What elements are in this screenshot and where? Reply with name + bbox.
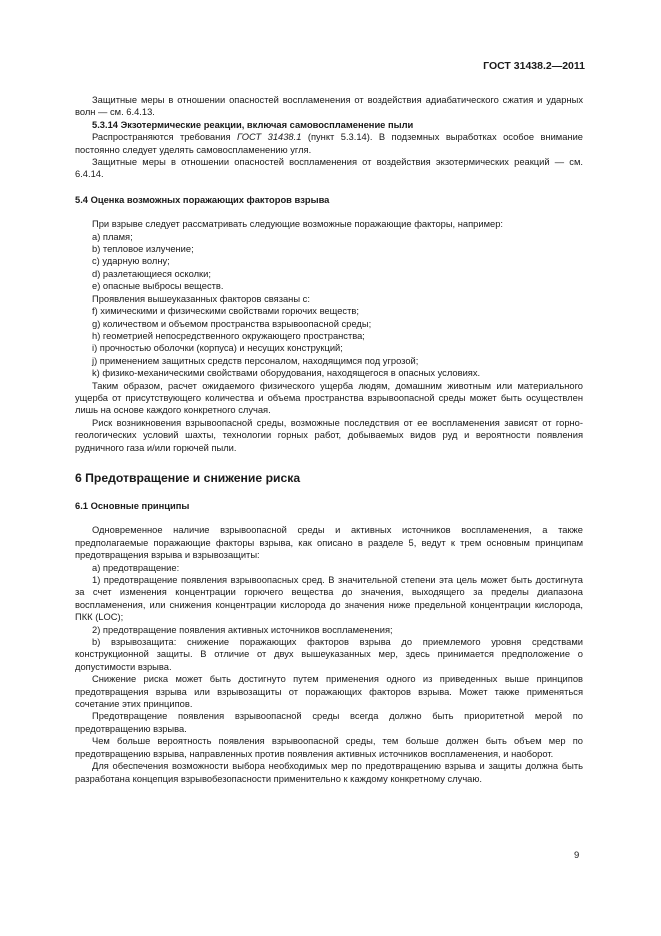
section-heading-6-1: 6.1 Основные принципы [75, 500, 190, 511]
paragraph: При взрыве следует рассматривать следующие возможные поражающие факторы, например: [92, 219, 503, 230]
paragraph: Защитные меры в отношении опасностей воспламенения от воздействия экзотермических реакций — см. 6.4.14. [75, 157, 583, 180]
standard-reference: ГОСТ 31438.1 [237, 132, 302, 143]
list-item: j) применением защитных средств персоналом, находящимся под угрозой; [92, 355, 419, 366]
list-item: 2) предотвращение появления активных источников воспламенения; [92, 624, 393, 635]
paragraph: Для обеспечения возможности выбора необходимых мер по предотвращению взрыва и защиты должна быть разработана концепция взрывобезопасности применительно к каждому конкретному случаю. [75, 761, 583, 784]
header-document-code: ГОСТ 31438.2—2011 [483, 60, 585, 72]
paragraph: Снижение риска может быть достигнуто путем применения одного из приведенных выше принципов предотвращения взрыва или взрывозащиты от поражающих факторов взрыва. Может также применяться сочетание этих принципов. [75, 674, 583, 710]
paragraph: Риск возникновения взрывоопасной среды, возможные последствия от ее воспламенения зависят от горно-геологических условий шахты, технологии горных работ, добываемых видов руд и вероятности появления рудничного газа и/или горючей пыли. [75, 417, 583, 453]
paragraph: Одновременное наличие взрывоопасной среды и активных источников воспламенения, а также предполагаемые поражающие факторы взрыва, как описано в разделе 5, ведут к трем основным принципам предотвращения взрыва и взрывозащиты: [75, 525, 583, 561]
paragraph: Чем больше вероятность появления взрывоопасной среды, тем больше должен быть объем мер по предотвращению взрыва, направленных против появления активных источников воспламенения, и наоборот. [75, 736, 583, 759]
text-fragment: (пункт 5.3.14). В подземных выработках особое внимание постоянно следует уделять самовоспламенению угля. [75, 132, 583, 155]
list-item: e) опасные выбросы веществ. [92, 281, 224, 292]
list-item: d) разлетающиеся осколки; [92, 268, 211, 279]
list-item: i) прочностью оболочки (корпуса) и несущих конструкций; [92, 343, 343, 354]
list-item: c) ударную волну; [92, 256, 170, 267]
list-item: 1) предотвращение появления взрывоопасных сред. В значительной степени эта цель может быть достигнута за счет изменения концентрации горючего вещества до значения, выходящего за пределы диапазона воспламенения, или снижения концентрации кислорода до значения ниже предельной концентрации кислорода, ПКК (LOC); [75, 575, 583, 623]
list-item: b) тепловое излучение; [92, 244, 194, 255]
section-heading-5-3-14: 5.3.14 Экзотермические реакции, включая самовоспламенение пыли [92, 119, 414, 130]
paragraph [75, 131, 583, 156]
page-number: 9 [574, 850, 580, 861]
list-item: h) геометрией непосредственного окружающего пространства; [92, 330, 365, 341]
paragraph: Предотвращение появления взрывоопасной среды всегда должно быть приоритетной мерой по предотвращению взрыва. [75, 711, 583, 734]
section-heading-6: 6 Предотвращение и снижение риска [75, 470, 301, 485]
list-item: g) количеством и объемом пространства взрывоопасной среды; [92, 318, 372, 329]
list-intro: Проявления вышеуказанных факторов связаны с: [92, 293, 310, 304]
section-heading-5-4: 5.4 Оценка возможных поражающих факторов взрыва [75, 194, 330, 205]
text-fragment: Распространяются требования [92, 132, 237, 143]
list-item: f) химическими и физическими свойствами горючих веществ; [92, 306, 359, 317]
page-content [75, 94, 583, 785]
paragraph: Таким образом, расчет ожидаемого физического ущерба людям, домашним животным или материального ущерба от присутствующего количества и объема пространства взрывоопасной среды может быть осуществлен лишь на основе каждого конкретного случая. [75, 380, 583, 416]
list-item: b) взрывозащита: снижение поражающих факторов взрыва до приемлемого уровня средствами конструкционной защиты. В отличие от двух вышеуказанных мер, здесь принимается предположение о допустимости взрыва. [75, 637, 583, 672]
paragraph: Защитные меры в отношении опасностей воспламенения от воздействия адиабатического сжатия и ударных волн — см. 6.4.13. [75, 95, 583, 118]
list-item: a) пламя; [92, 231, 133, 242]
list-item: k) физико-механическими свойствами оборудования, находящегося в опасных условиях. [92, 368, 481, 379]
list-item: a) предотвращение: [92, 562, 180, 573]
